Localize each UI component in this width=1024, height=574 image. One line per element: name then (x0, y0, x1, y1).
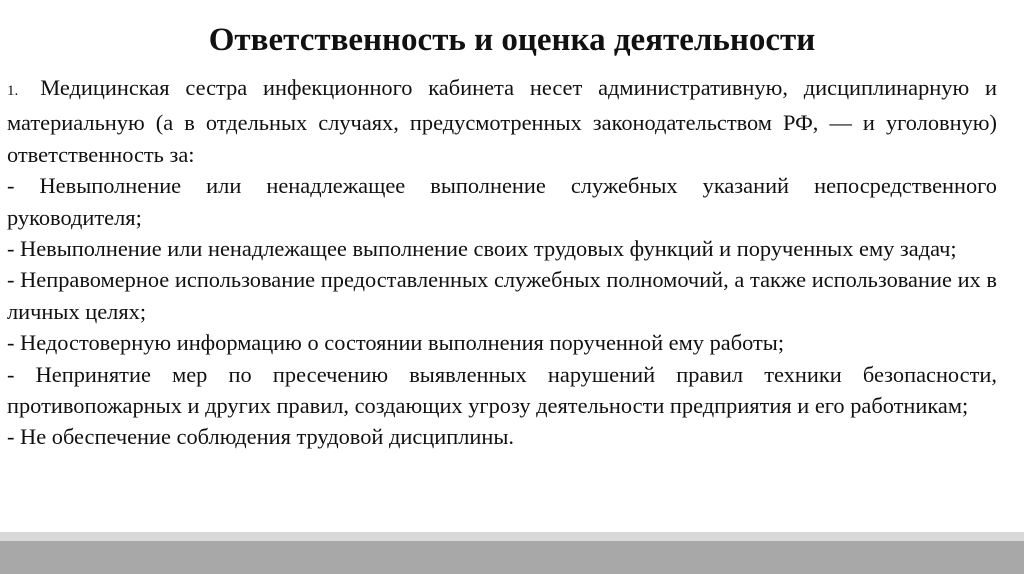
list-item-3: - Неправомерное использование предоставленных служебных полномочий, а также использование их в личных целях; (7, 267, 997, 324)
list-item-1: - Невыполнение или ненадлежащее выполнение служебных указаний непосредственного руководителя; (7, 173, 997, 230)
list-item-6: - Не обеспечение соблюдения трудовой дисциплины. (7, 424, 515, 450)
list-item-4: - Недостоверную информацию о состоянии выполнения порученной ему работы; (7, 330, 785, 356)
footer-band-dark (0, 541, 1024, 574)
footer-band-light (0, 532, 1024, 541)
list-item-5: - Непринятие мер по пресечению выявленных нарушений правил техники безопасности, противопожарных и других правил, создающих угрозу деятельности предприятия и его работникам; (7, 361, 997, 419)
intro-text: Медицинская сестра инфекционного кабинета несет административную, дисциплинарную и материальную (а в отдельных случаях, предусмотренных законодательством РФ, — и уголовную) ответственность за: (7, 75, 997, 167)
slide-title: Ответственность и оценка деятельности (208, 22, 816, 58)
slide-body (7, 72, 997, 453)
list-item-2: - Невыполнение или ненадлежащее выполнение своих трудовых функций и порученных ему задач; (7, 236, 957, 262)
intro-paragraph (7, 72, 997, 170)
intro-number: 1. (7, 83, 19, 99)
